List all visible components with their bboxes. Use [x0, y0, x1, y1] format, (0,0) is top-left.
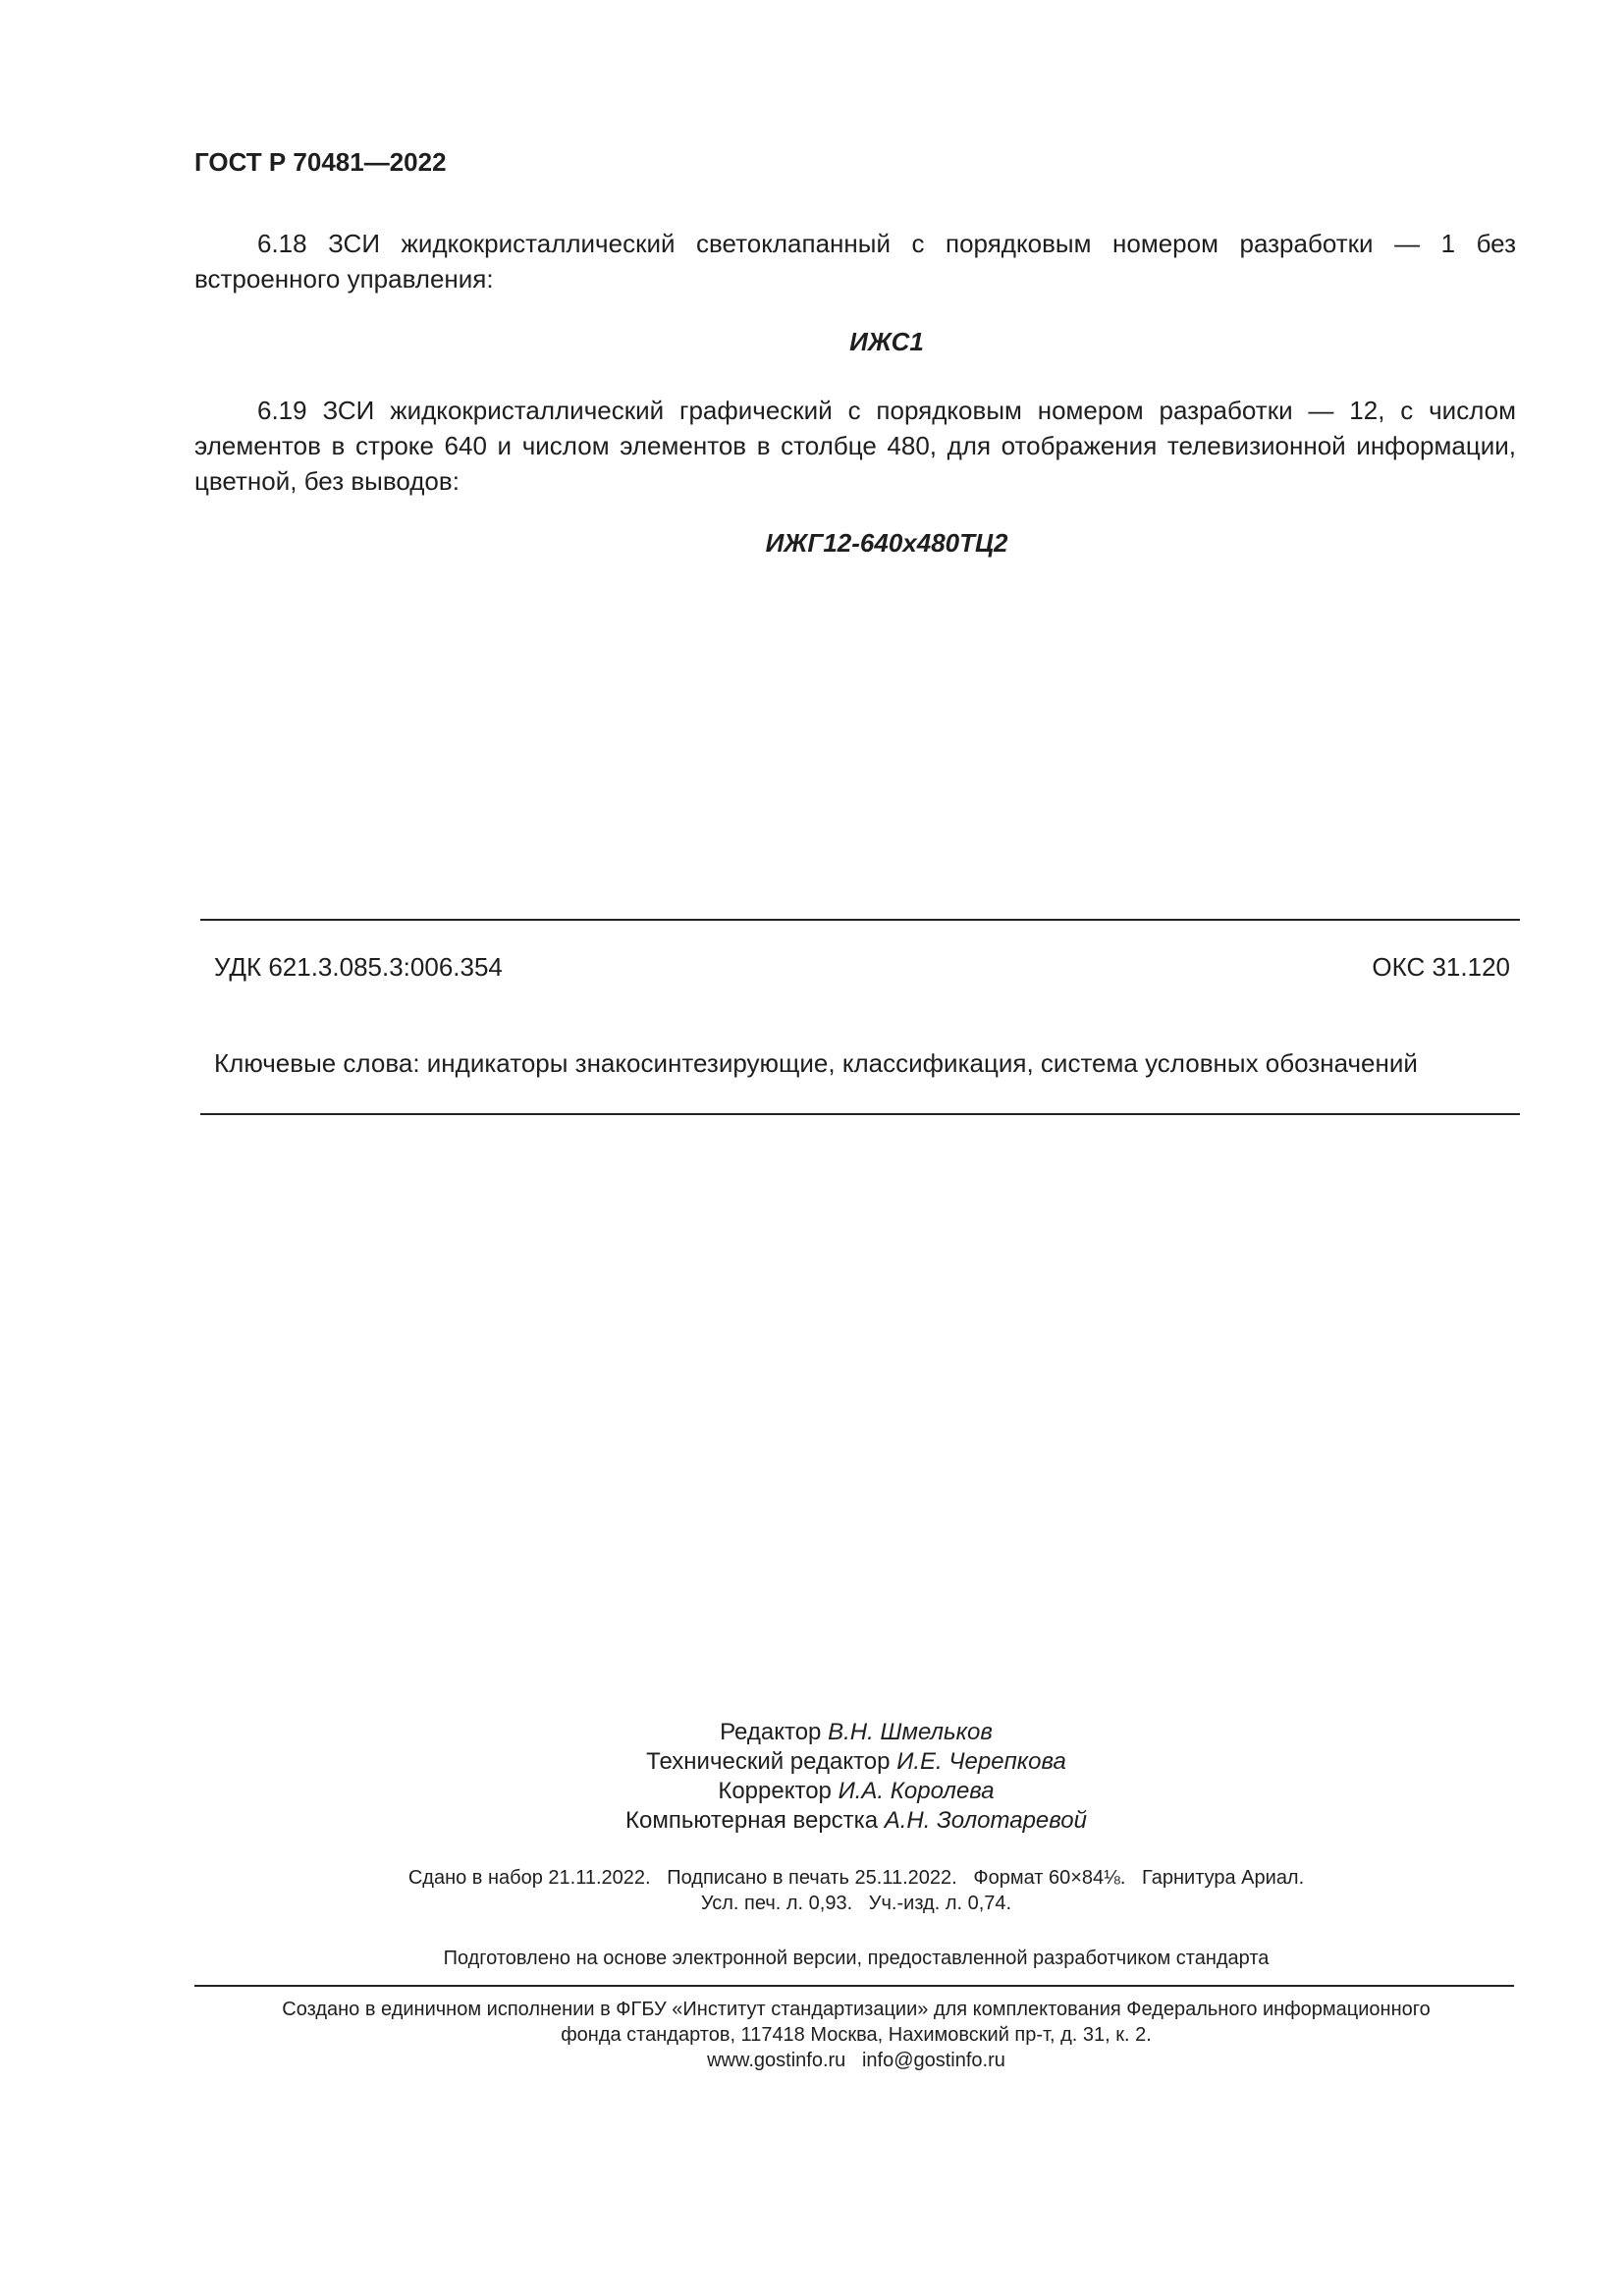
publication-info — [0, 1865, 1624, 1916]
created-line-2: фонда стандартов, 117418 Москва, Нахимовский пр-т, д. 31, к. 2. — [561, 2024, 1152, 2046]
section-text: ЗСИ жидкокристаллический графический с порядковым номером разработки — 12, с числом элементов в строке 640 и числом элементов в столбце 480, для отображения телевизионной информации, цветной, без выводов: — [194, 396, 1516, 496]
credit-editor: Редактор В.Н. Шмельков — [720, 1719, 993, 1745]
pub-line-2: Усл. печ. л. 0,93. Уч.-изд. л. 0,74. — [700, 1893, 1012, 1914]
web-links: www.gostinfo.ru info@gostinfo.ru — [707, 2050, 1005, 2071]
section-6-18 — [194, 226, 1516, 296]
prepared-note: Подготовлено на основе электронной версии, предоставленной разработчиком стандарта — [443, 1948, 1270, 1969]
divider-bottom — [200, 1113, 1520, 1115]
credit-corrector: Корректор И.А. Королева — [718, 1778, 995, 1804]
section-text: ЗСИ жидкокристаллический светоклапанный с порядковым номером разработки — 1 без встроенного управления: — [194, 229, 1516, 294]
document-header: ГОСТ Р 70481—2022 — [194, 147, 447, 177]
credit-tech-editor: Технический редактор И.Е. Черепкова — [646, 1748, 1066, 1775]
section-number: 6.19 — [257, 396, 307, 425]
section-number: 6.18 — [257, 229, 307, 258]
oks-code: ОКС 31.120 — [1372, 952, 1510, 982]
formula-6-19: ИЖГ12-640x480ТЦ2 — [765, 528, 1008, 558]
section-6-19 — [194, 393, 1516, 499]
created-info — [0, 1997, 1624, 2073]
divider-footer — [194, 1985, 1514, 1987]
divider-top — [200, 919, 1520, 921]
keywords: Ключевые слова: индикаторы знакосинтезирующие, классификация, система условных обозначений — [214, 1048, 1418, 1078]
created-line-1: Создано в единичном исполнении в ФГБУ «Институт стандартизации» для комплектования Федерального информационного — [282, 1999, 1431, 2020]
credit-layout: Компьютерная верстка А.Н. Золотаревой — [625, 1807, 1087, 1834]
credits-block — [0, 1718, 1624, 1836]
udc-code: УДК 621.3.085.3:006.354 — [214, 952, 503, 982]
pub-line-1: Сдано в набор 21.11.2022. Подписано в печать 25.11.2022. Формат 60×84⅛. Гарнитура Ариал. — [407, 1867, 1305, 1889]
formula-6-18: ИЖС1 — [849, 327, 924, 356]
